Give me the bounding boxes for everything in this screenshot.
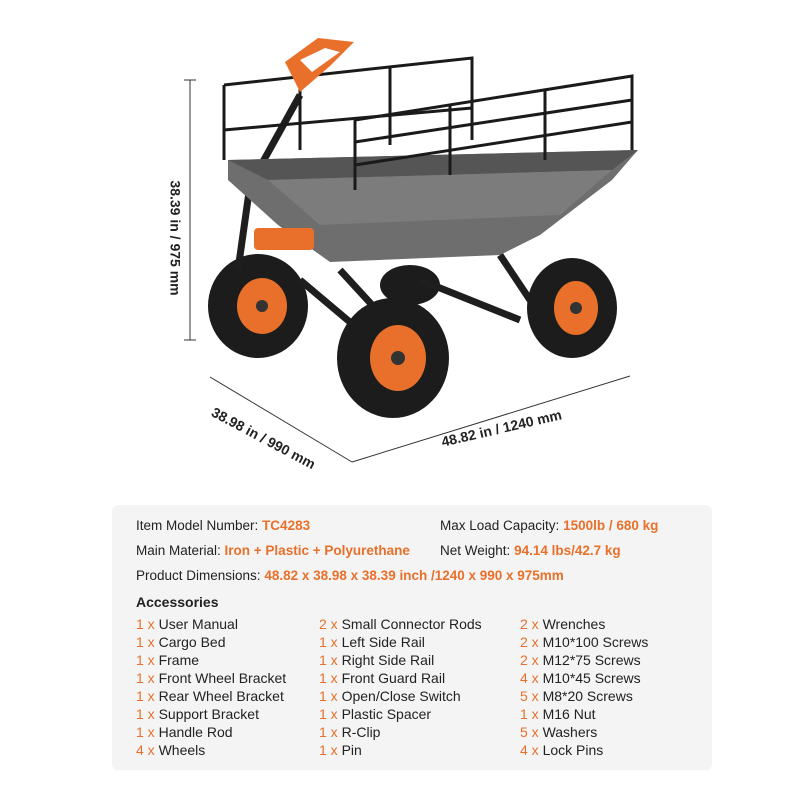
accessory-item: 1 x Left Side Rail <box>319 634 425 650</box>
accessory-item: 2 x Wrenches <box>520 616 606 632</box>
accessory-item: 1 x Pin <box>319 742 362 758</box>
height-dimension-label: 38.39 in / 975 mm <box>167 180 184 296</box>
front-left-wheel <box>337 298 449 418</box>
accessory-item: 2 x Small Connector Rods <box>319 616 482 632</box>
accessory-item: 1 x Handle Rod <box>136 724 233 740</box>
spec-label: Product Dimensions: <box>136 568 261 583</box>
accessory-item: 1 x Front Wheel Bracket <box>136 670 287 686</box>
length-dimension-label: 48.82 in / 1240 mm <box>439 406 564 450</box>
product-dimensions-spec <box>136 568 564 583</box>
accessory-item: 1 x User Manual <box>136 616 238 632</box>
spec-label: Net Weight: <box>440 543 511 558</box>
accessories-column-2 <box>319 616 482 760</box>
accessory-item: 2 x M12*75 Screws <box>520 652 641 668</box>
accessory-item: 4 x Lock Pins <box>520 742 604 758</box>
rear-left-wheel <box>208 254 308 358</box>
accessory-item: 1 x Cargo Bed <box>136 634 226 650</box>
spec-label: Item Model Number: <box>136 518 259 533</box>
spec-value: Iron + Plastic + Polyurethane <box>224 543 410 558</box>
material-spec <box>136 543 410 558</box>
accessory-item: 1 x R-Clip <box>319 724 381 740</box>
spec-label: Main Material: <box>136 543 221 558</box>
max-load-spec <box>440 518 658 533</box>
accessory-item: 1 x Support Bracket <box>136 706 259 722</box>
accessories-column-1 <box>136 616 286 760</box>
accessory-item: 1 x Front Guard Rail <box>319 670 446 686</box>
accessory-item: 5 x M8*20 Screws <box>520 688 633 704</box>
spec-value: 48.82 x 38.98 x 38.39 inch /1240 x 990 x 975mm <box>264 568 564 583</box>
spec-label: Max Load Capacity: <box>440 518 560 533</box>
net-weight-spec <box>440 543 621 558</box>
accessory-item: 5 x Washers <box>520 724 598 740</box>
spec-value: 1500lb / 680 kg <box>563 518 659 533</box>
accessory-item: 1 x Right Side Rail <box>319 652 435 668</box>
accessory-item: 2 x M10*100 Screws <box>520 634 649 650</box>
spec-value: TC4283 <box>262 518 311 533</box>
accessory-item: 1 x Plastic Spacer <box>319 706 432 722</box>
accessory-item: 4 x M10*45 Screws <box>520 670 641 686</box>
accessories-column-3 <box>520 616 648 760</box>
accessory-item: 1 x M16 Nut <box>520 706 596 722</box>
accessory-item: 4 x Wheels <box>136 742 206 758</box>
accessory-item: 1 x Rear Wheel Bracket <box>136 688 284 704</box>
spec-value: 94.14 lbs/42.7 kg <box>514 543 621 558</box>
width-dimension-label: 38.98 in / 990 mm <box>208 403 319 473</box>
accessory-item: 1 x Open/Close Switch <box>319 688 461 704</box>
accessories-title: Accessories <box>136 594 219 610</box>
front-right-wheel <box>527 258 617 358</box>
accessory-item: 1 x Frame <box>136 652 200 668</box>
model-number-spec <box>136 518 310 533</box>
